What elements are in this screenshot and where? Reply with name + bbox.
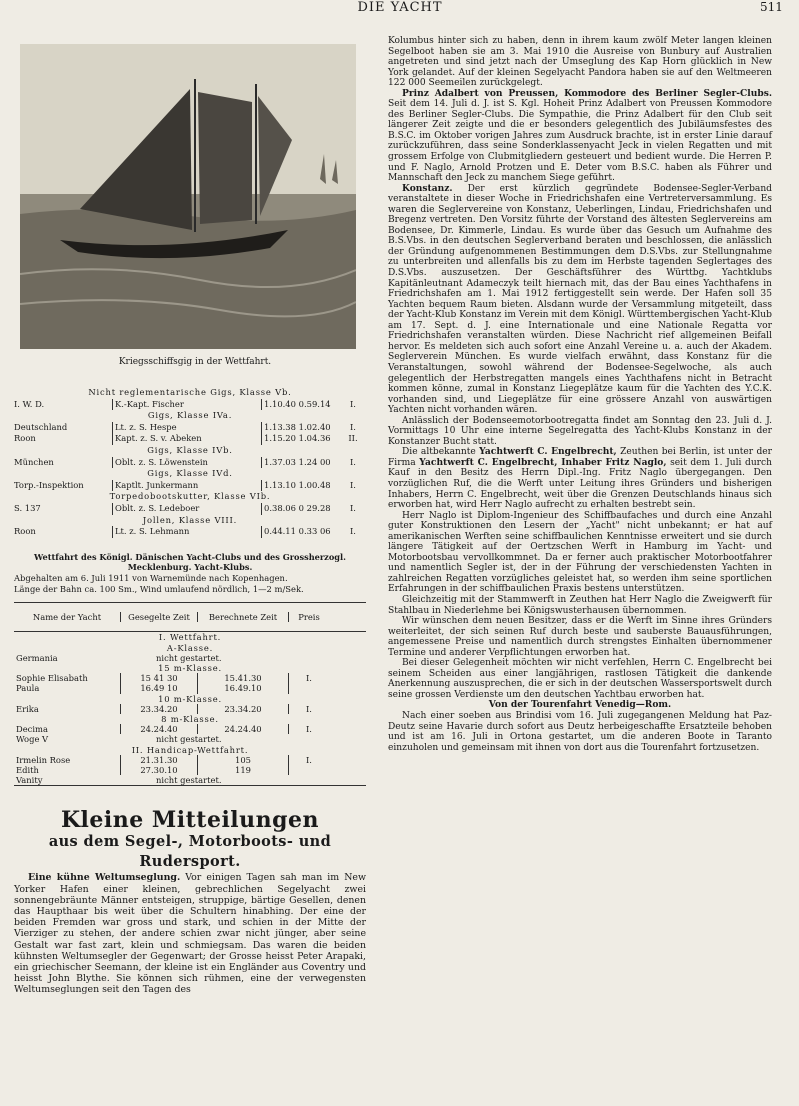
- article-weltumseglung: [14, 872, 366, 995]
- table-row: [14, 673, 366, 683]
- result-row: [14, 526, 366, 538]
- article-text: Vor einigen Tagen sah man im New Yorker Hafen einer kleinen, gebrechlichen Segelyacht zwei sonnengebräunte Männer entsteigen, struppige, bärtige Gesellen, denen das Haupthaar bis weit über die Schultern hinabhing. Der eine der beiden Fremden war gross und stark, und schien in der Mitte der Vierziger zu stehen, der andere schien zwar nicht jünger, aber seine Gestalt war fast zart, klein und schmiegsam. Das waren die beiden kühnsten Weltumsegler der Gegenwart; der Grosse heisst Peter Arapaki, ein griechischer Seemann, der kleine ist ein Engländer aus Coventry und heisst John Blythe. Sie können sich rühmen, eine der verwegensten Weltumseglungen seit den Tagen des: [14, 872, 367, 996]
- paragraph-text: seit dem 1. Juli durch Kauf in den Besitz des Herrn Dipl.-Ing. Fritz Naglo übergegangen. Den vorzüglichen Ruf, die die Werft unter Leitung ihres Gründers und bisherigen Inhabers, Herrn C. Engelbrecht, weit über die Grenzen Deutschlands hinaus sich erworben hat, wird Herr Naglo aufrecht zu erhalten bestrebt sein.: [388, 457, 772, 511]
- result-row: [14, 433, 366, 445]
- subheading-tourenfahrt: Von der Tourenfahrt Venedig—Rom.: [488, 699, 672, 711]
- table-row: [14, 704, 366, 714]
- paragraph-text: Der erst kürzlich gegründete Bodensee-Segler-Verband veranstaltete in dieser Woche in Friedrichshafen eine Vertreterversammlung. Es waren die Seglervereine von Konstanz, Ueberlingen, Lindau, Friedrichshafen und Bregenz vertreten. Den Vorsitz führte der Vorstand des ältesten Seglervereins am Bodensee, Dr. Kimmerle, Lindau. Es wurde über das Gesuch um Aufnahme des B.S.Vbs. in den deutschen Seglerverband beraten und beschlossen, die anlässlich der Gründung aufgenommenen Bestimmungen dem D.S.Vbs. zur Stellungnahme zu unterbreiten und allenfalls bis zu dem im Herbste tagenden Seglertages des D.S.Vbs. auszusetzen. Der Geschäftsführer des Württbg. Yachtklubs Kapitänleutnant Adameczyk teilt hiernach mit, das der Bau eines Yachthafens in Friedrichshafen am 1. Mai 1912 fertiggestellt sein werde. Der Hafen soll 35 Yachten bequem Raum bieten. Alsdann wurde der Versammlung mitgeteilt, dass der Yacht-Klub Konstanz im Verein mit dem Königl. Württembergischen Yacht-Klub am 17. Sept. d. J. eine Internationale und eine Nationale Regatta vor Friedrichshafen veranstalten würden. Diese Nachricht rief allgemeinen Beifall hervor. Es meldeten sich auch sofort eine Anzahl Vereine u. a. auch der Akadem. Seglerverein München. Es wurde vielfach erwähnt, dass Konstanz für die Veranstaltungen, sowohl während der Bodensee-Segelwoche, als auch gelegentlich der Herbstregatten mangels eines Yachthafens nicht in Betracht kommen könne, zumal in Konstanz Liegeplätze kaum für die Yachten des Y.C.K. vorhanden sind, und Liegeplätze für eine grössere Anzahl von auswärtigen Yachten nicht vorhanden wären.: [388, 183, 772, 416]
- result-row: [14, 480, 366, 492]
- race-info-date: Abgehalten am 6. Juli 1911 von Warnemünde nach Kopenhagen.: [14, 572, 288, 583]
- club-name: I. W. D.: [14, 398, 45, 409]
- not-started-note: nicht gestartet.: [156, 652, 222, 663]
- running-title: DIE YACHT: [357, 0, 443, 15]
- result-times: 0.38.06 0 29.28: [261, 503, 342, 515]
- left-column: [14, 36, 366, 996]
- yacht-name: Woge V: [16, 734, 49, 745]
- yacht-name: Edith: [16, 764, 39, 775]
- result-row: [14, 422, 366, 434]
- table-section-heading: II. Handicap-Wettfahrt.: [131, 744, 249, 755]
- corrected-time: 119: [197, 765, 288, 775]
- result-times: 1.15.20 1.04.36: [261, 433, 342, 445]
- result-place: I.: [350, 479, 356, 490]
- photo-caption: Kriegsschiffsgig in der Wettfahrt.: [118, 357, 272, 367]
- paragraph-lead: Prinz Adalbert von Preussen, Kommodore des Berliner Segler-Clubs.: [402, 87, 772, 99]
- helmsman-name: K.-Kapt. Fischer: [112, 399, 261, 411]
- paragraph-konstanz: [388, 184, 772, 416]
- table-section-heading: I. Wettfahrt.: [158, 632, 222, 643]
- paragraph-naglo: Herr Naglo ist Diplom-Ingenieur des Schiffbaufaches und durch eine Anzahl guter Konstruktionen den Lesern der „Yacht" nicht unbekannt; er hat auf amerikanischen Werften seine schiffbaulichen Kenntnisse erweitert und sie durch längere Tätigkeit auf der Oertzschen Werft in Hamburg im Yacht- und Motorbootsbau vervollkommnet. Da er ferner auch praktischer Motorbootfahrer und namentlich Segler ist, der in der Führung der verschiedensten Yachten in zahlreichen Regatten vorzügliches geleistet hat, so werden ihm seine sportlichen Erfahrungen in der schiffbaulichen Praxis bestens unterstützen.: [388, 510, 772, 595]
- table-row: [14, 755, 366, 765]
- prize: I.: [288, 673, 329, 683]
- result-place: I.: [350, 526, 356, 537]
- page-header: [0, 0, 799, 18]
- paragraph-kolumbus: Kolumbus hinter sich zu haben, denn in ihrem kaum zwölf Meter langen kleinen Segelboot haben sie am 3. Mai 1910 die Ausreise von Bunbury auf Australien angetreten und sind jetzt nach der Umseglung des Kap Horn glücklich in New York gelandet. Auf der kleinen Segelyacht Pandora haben sie auf den Weltmeeren 122 000 Seemeilen zurückgelegt.: [388, 36, 772, 89]
- paragraph-lead: Konstanz.: [402, 182, 453, 194]
- sailed-time: 16.49 10: [120, 683, 197, 693]
- table-row: [14, 734, 366, 744]
- result-times: 1.37.03 1.24 00: [261, 457, 342, 469]
- sailboat-photo: [20, 44, 356, 349]
- table-body: [14, 632, 366, 785]
- helmsman-name: Lt. z. S. Lehmann: [112, 526, 261, 538]
- result-place: I.: [350, 502, 356, 513]
- paragraph-text: Seit dem 14. Juli d. J. ist S. Kgl. Hoheit Prinz Adalbert von Preussen Kommodore des Berliner Segler-Clubs. Die Sympathie, die Prinz Adalbert für den Club seit längerer Zeit zeigte und die er besonders gelegentlich des Jubiläumsfestes des B.S.C. im Oktober vorigen Jahres zum Ausdruck brachte, ist in erster Linie darauf zurückzuführen, dass seine Sonderklassenyacht Jeck in vielen Regatten und mit grossem Erfolge von Clubmitgliedern gesteuert und bedient wurde. Die Herren P. und F. Naglo, Arnold Protzen und E. Deter vom B.S.C. haben als Führer und Mannschaft den Jeck zu manchem Siege geführt.: [388, 99, 772, 184]
- helmsman-name: Oblt. z. S. Löwenstein: [112, 457, 261, 469]
- club-name: Roon: [14, 526, 36, 537]
- race-results-table: [14, 602, 366, 786]
- table-section-heading: 10 m-Klasse.: [158, 693, 222, 704]
- sailed-time: 24.24.40: [120, 724, 197, 734]
- club-name: München: [14, 456, 54, 467]
- result-times: 1.13.38 1.02.40: [261, 422, 342, 434]
- column-header-name: Name der Yacht: [32, 612, 102, 623]
- result-row: [14, 399, 366, 411]
- prize: [288, 683, 329, 693]
- page-number: 511: [760, 0, 783, 14]
- result-place: II.: [348, 433, 358, 444]
- yacht-name: Sophie Elisabath: [16, 673, 88, 684]
- result-place: I.: [350, 421, 356, 432]
- paragraph-text: Die altbekannte: [402, 447, 480, 458]
- result-times: 0.44.11 0.33 06: [261, 526, 342, 538]
- section-subtitle: aus dem Segel-, Motorboots- und Rudersport.: [48, 833, 332, 871]
- helmsman-name: Lt. z. S. Hespe: [112, 422, 261, 434]
- table-row: [14, 724, 366, 734]
- table-row: [14, 765, 366, 775]
- yacht-name: Vanity: [16, 775, 43, 786]
- column-header-corrected: Berechnete Zeit: [197, 612, 288, 622]
- paragraph-zweigwerft: Gleichzeitig mit der Stammwerft in Zeuthen hat Herr Naglo die Zweigwerft für Stahlbau in Niederlehme bei Königswusterhausen übernommen.: [388, 594, 772, 616]
- result-place: I.: [350, 398, 356, 409]
- paragraph-engelbrecht: [388, 447, 772, 510]
- paragraph-dank: Bei dieser Gelegenheit möchten wir nicht verfehlen, Herrn C. Engelbrecht bei seinem Scheiden aus einer langjährigen, rastlosen Tätigkeit die dankende Anerkennung auszusprechen, die er sich in der deutschen Wassersportswelt durch seine grossen Verdienste um den deutschen Yachtbau erworben hat.: [388, 658, 772, 700]
- sailed-time: 21.31.30: [120, 755, 197, 765]
- sailed-time: 23.34.20: [120, 704, 197, 714]
- corrected-time: 16.49.10: [197, 683, 288, 693]
- sailed-time: 27.30.10: [120, 765, 197, 775]
- table-header: [14, 603, 366, 632]
- column-header-sailed: Gesegelte Zeit: [120, 612, 197, 622]
- club-name: S. 137: [14, 502, 41, 513]
- prize: I.: [288, 724, 329, 734]
- corrected-time: 105: [197, 755, 288, 765]
- paragraph-text: Zeuthen bei Berlin, ist unter der Firma: [388, 447, 773, 468]
- prize: [288, 765, 329, 775]
- class-heading: Gigs, Klasse IVd.: [147, 468, 233, 479]
- prize: I.: [288, 704, 329, 714]
- race-title: Wettfahrt des Königl. Dänischen Yacht-Clubs und des Grossherzogl. Mecklenburg. Yacht-Klubs.: [34, 551, 346, 573]
- section-title: Kleine Mitteilungen: [60, 807, 320, 834]
- table-row: [14, 775, 366, 785]
- corrected-time: 23.34.20: [197, 704, 288, 714]
- corrected-time: 15.41.30: [197, 673, 288, 683]
- paragraph-regatta: Anlässlich der Bodenseemotorbootregatta findet am Sonntag den 23. Juli d. J. Vormittags 10 Uhr eine interne Segelregatta des Yacht-Klubs Konstanz in der Konstanzer Bucht statt.: [388, 415, 772, 447]
- company-name: Yachtwerft C. Engelbrecht,: [479, 446, 617, 458]
- yacht-name: Germania: [16, 652, 58, 663]
- result-place: I.: [350, 456, 356, 467]
- result-times: 1.10.40 0.59.14: [261, 399, 342, 411]
- result-row: [14, 503, 366, 515]
- race-info-course: Länge der Bahn ca. 100 Sm., Wind umlaufend nördlich, 1—2 m/Sek.: [14, 583, 304, 594]
- yacht-name: Erika: [16, 703, 39, 714]
- corrected-time: 24.24.40: [197, 724, 288, 734]
- sailed-time: 15 41 30: [120, 673, 197, 683]
- table-section-heading: A-Klasse.: [166, 642, 214, 653]
- helmsman-name: Oblt. z. S. Ledeboer: [112, 503, 261, 515]
- company-name-new: Yachtwerft C. Engelbrecht, Inhaber Fritz Naglo,: [419, 456, 667, 468]
- table-row: [14, 653, 366, 663]
- article-lead: Eine kühne Weltumseglung.: [28, 872, 181, 884]
- result-times: 1.13.10 1.00.48: [261, 480, 342, 492]
- club-name: Torp.-Inspektion: [14, 479, 84, 490]
- table-section-heading: 15 m-Klasse.: [158, 662, 222, 673]
- helmsman-name: Kapt. z. S. v. Abeken: [112, 433, 261, 445]
- not-started-note: nicht gestartet.: [156, 734, 222, 745]
- yacht-name: Paula: [16, 683, 40, 694]
- helmsman-name: Kaptlt. Junkermann: [112, 480, 261, 492]
- column-header-prize: Preis: [288, 612, 329, 622]
- result-row: [14, 457, 366, 469]
- sailboat-illustration: [20, 44, 356, 349]
- class-heading: Torpedobootskutter, Klasse VIb.: [109, 491, 271, 502]
- paragraph-tourenfahrt: Nach einer soeben aus Brindisi vom 16. Juli zugegangenen Meldung hat Paz-Deutz seine Havarie durch sofort aus Deutz herbeigeschaffte Ersatzteile behoben und ist am 16. Juli in Ortona gestartet, um die anderen Boote in Taranto einzuholen und gemeinsam mit ihnen von dort aus die Tourenfahrt fortzusetzen.: [388, 711, 772, 753]
- not-started-note: nicht gestartet.: [156, 775, 222, 786]
- table-row: [14, 683, 366, 693]
- class-heading: Gigs, Klasse IVb.: [147, 444, 233, 455]
- prize: I.: [288, 755, 329, 765]
- paragraph-wuensche: Wir wünschen dem neuen Besitzer, dass er die Werft im Sinne ihres Gründers weiterleitet, der sich seinen Ruf durch beste und sauberste Bauausführungen, angemessene Preise und namentlich durch strengstes Einhalten übernommener Termine und anderer Verpflichtungen erworben hat.: [388, 616, 772, 658]
- club-name: Roon: [14, 433, 36, 444]
- yacht-name: Irmelin Rose: [16, 754, 71, 765]
- class-heading: Jollen, Klasse VIII.: [142, 514, 238, 525]
- paragraph-prinz-adalbert: [388, 89, 772, 184]
- club-name: Deutschland: [14, 421, 68, 432]
- class-heading: Nicht reglementarische Gigs, Klasse Vb.: [88, 387, 292, 397]
- right-column: [388, 36, 772, 753]
- yacht-name: Decima: [16, 724, 48, 735]
- class-heading: Gigs, Klasse IVa.: [147, 410, 233, 421]
- regatta-results-list: [14, 387, 366, 538]
- table-section-heading: 8 m-Klasse.: [161, 713, 219, 724]
